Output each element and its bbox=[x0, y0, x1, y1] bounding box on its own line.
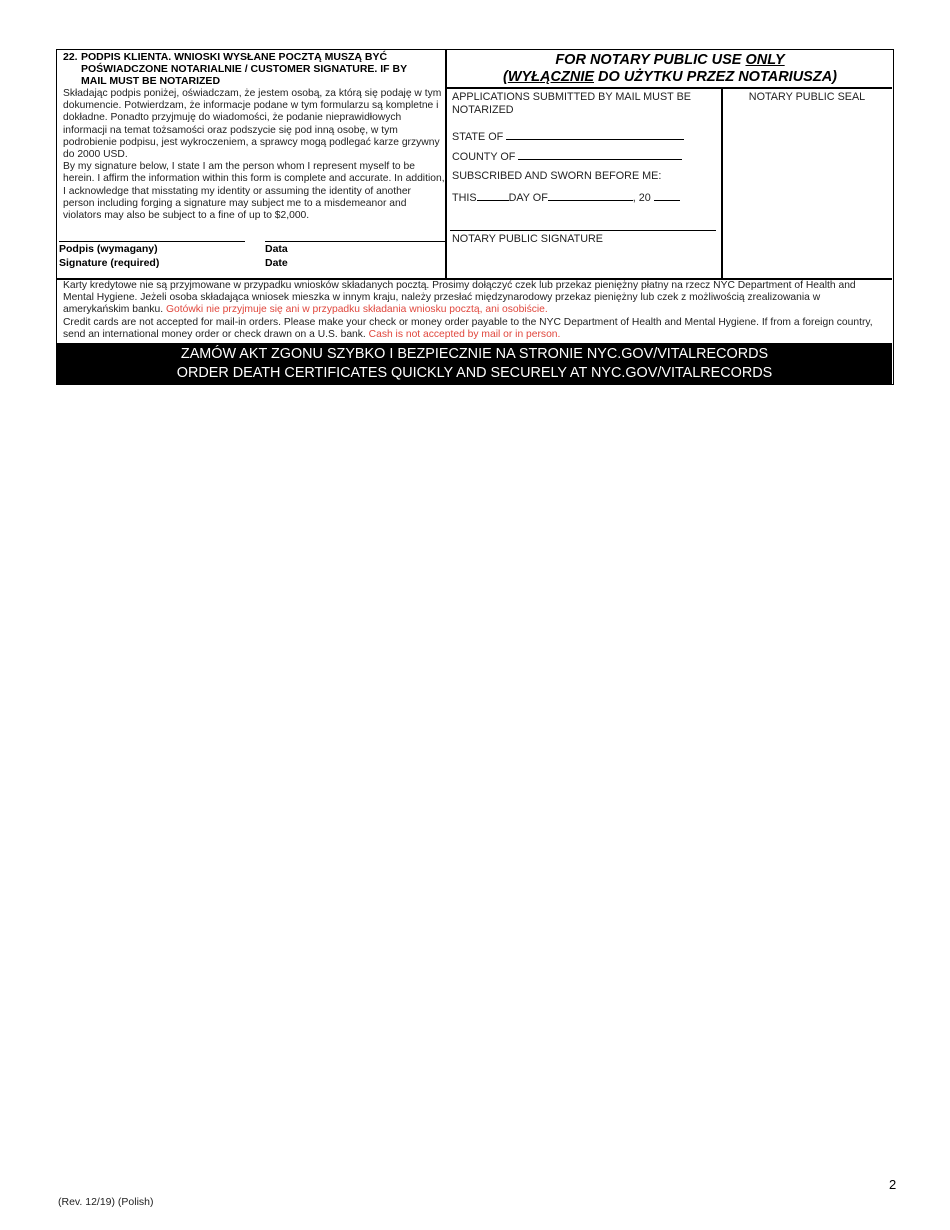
notary-subtitle-open: ( bbox=[502, 69, 508, 85]
attestation-polish: Składając podpis poniżej, oświadczam, że jestem osobą, za którą się podaję w tym dokumencie. Potwierdzam, że informacje podane w tym formularzu są kompletne i dokładne. Ponadto przyjmuję do wiadomości, że podanie nieprawidłowych informacji na temat tożsamości oraz podszycie się pod inną osobę, w tym podrobienie podpisu, jest wykroczeniem, a sprawcy mogą podlegać karze grzywny do 2000 USD. bbox=[63, 88, 442, 161]
payment-info-pl bbox=[63, 280, 889, 317]
county-input[interactable] bbox=[518, 150, 682, 160]
section-title-line2: POŚWIADCZONE NOTARIALNIE / CUSTOMER SIGNATURE. IF BY bbox=[81, 63, 408, 75]
county-label: COUNTY OF bbox=[452, 151, 516, 163]
date-label bbox=[265, 243, 288, 270]
payment-text-pl: Karty kredytowe nie są przyjmowane w przypadku wniosków składanych pocztą. Prosimy dołączyć czek lub przekaz pieniężny płatny na rzecz NYC Department of Health and Mental Hygiene. Jeżeli osoba składająca wniosek mieszka w innym kraju, należy przesłać międzynarodowy przekaz pieniężny lub czek z możliwością zrealizowania w amerykańskim banku. bbox=[63, 280, 856, 316]
signature-line[interactable] bbox=[59, 241, 245, 242]
date-label-en: Date bbox=[265, 256, 288, 269]
date-label-pl: Data bbox=[265, 243, 288, 255]
seal-column-divider bbox=[721, 87, 723, 279]
year-input[interactable] bbox=[654, 191, 680, 201]
section-22-title bbox=[63, 51, 438, 87]
signature-label bbox=[59, 243, 159, 270]
state-label: STATE OF bbox=[452, 131, 504, 143]
mail-notice: APPLICATIONS SUBMITTED BY MAIL MUST BE NOTARIZED bbox=[452, 91, 691, 116]
state-field bbox=[452, 130, 684, 144]
banner-line-en: ORDER DEATH CERTIFICATES QUICKLY AND SECURELY AT NYC.GOV/VITALRECORDS bbox=[176, 365, 773, 381]
banner-line-pl: ZAMÓW AKT ZGONU SZYBKO I BEZPIECZNIE NA STRONIE NYC.GOV/VITALRECORDS bbox=[180, 346, 769, 362]
page-number: 2 bbox=[889, 1177, 897, 1192]
notary-seal-label: NOTARY PUBLIC SEAL bbox=[748, 91, 866, 103]
cash-warning-en: Cash is not accepted by mail or in person. bbox=[368, 328, 561, 340]
notary-title-main: FOR NOTARY PUBLIC USE bbox=[555, 52, 746, 68]
cash-warning-pl: Gotówki nie przyjmuje się ani w przypadku składania wniosku pocztą, ani osobiście. bbox=[166, 304, 548, 316]
signature-label-pl: Podpis (wymagany) bbox=[59, 243, 158, 255]
notary-signature-line[interactable] bbox=[450, 230, 716, 231]
order-online-banner bbox=[57, 343, 892, 384]
section-number: 22. bbox=[63, 51, 78, 63]
month-input[interactable] bbox=[548, 191, 633, 201]
section-title-line1: PODPIS KLIENTA. WNIOSKI WYSŁANE POCZTĄ MUSZĄ BYĆ bbox=[81, 51, 388, 63]
year-label: , 20 bbox=[632, 192, 651, 204]
signature-label-en: Signature (required) bbox=[59, 256, 160, 269]
notary-title-only: ONLY bbox=[745, 52, 785, 68]
notary-signature-label: NOTARY PUBLIC SIGNATURE bbox=[452, 233, 603, 245]
this-label: THIS bbox=[452, 192, 477, 204]
attestation-text bbox=[63, 88, 445, 222]
county-field bbox=[452, 150, 682, 164]
notary-subtitle-underlined: WYŁĄCZNIE bbox=[507, 69, 595, 85]
state-input[interactable] bbox=[506, 130, 684, 140]
payment-info-en bbox=[63, 317, 889, 341]
notary-subtitle-rest: DO UŻYTKU PRZEZ NOTARIUSZA) bbox=[594, 69, 838, 85]
date-line[interactable] bbox=[265, 241, 445, 242]
attestation-english: By my signature below, I state I am the person whom I represent myself to be herein. I affirm the information within this form is complete and accurate. In addition, I acknowledge that misstating my identity or assuming the identity of another person including forging a signature may subject me to a misdemeanor and violators may also be subject to a fine of up to $2,000. bbox=[63, 161, 445, 222]
day-of-label: DAY OF bbox=[508, 192, 548, 204]
customer-signature-form bbox=[56, 49, 894, 385]
date-sworn-field bbox=[452, 191, 680, 205]
payment-text-en: Credit cards are not accepted for mail-in orders. Please make your check or money order payable to the NYC Department of Health and Mental Hygiene. If from a foreign country, send an international money order or check drawn on a U.S. bank. bbox=[63, 316, 873, 340]
sworn-label: SUBSCRIBED AND SWORN BEFORE ME: bbox=[452, 170, 662, 182]
notary-title bbox=[447, 52, 893, 86]
revision-label: (Rev. 12/19) (Polish) bbox=[58, 1196, 154, 1208]
section-title-line3: MAIL MUST BE NOTARIZED bbox=[81, 75, 221, 87]
day-input[interactable] bbox=[477, 191, 509, 201]
notary-title-divider bbox=[445, 87, 892, 89]
payment-info bbox=[63, 280, 889, 341]
